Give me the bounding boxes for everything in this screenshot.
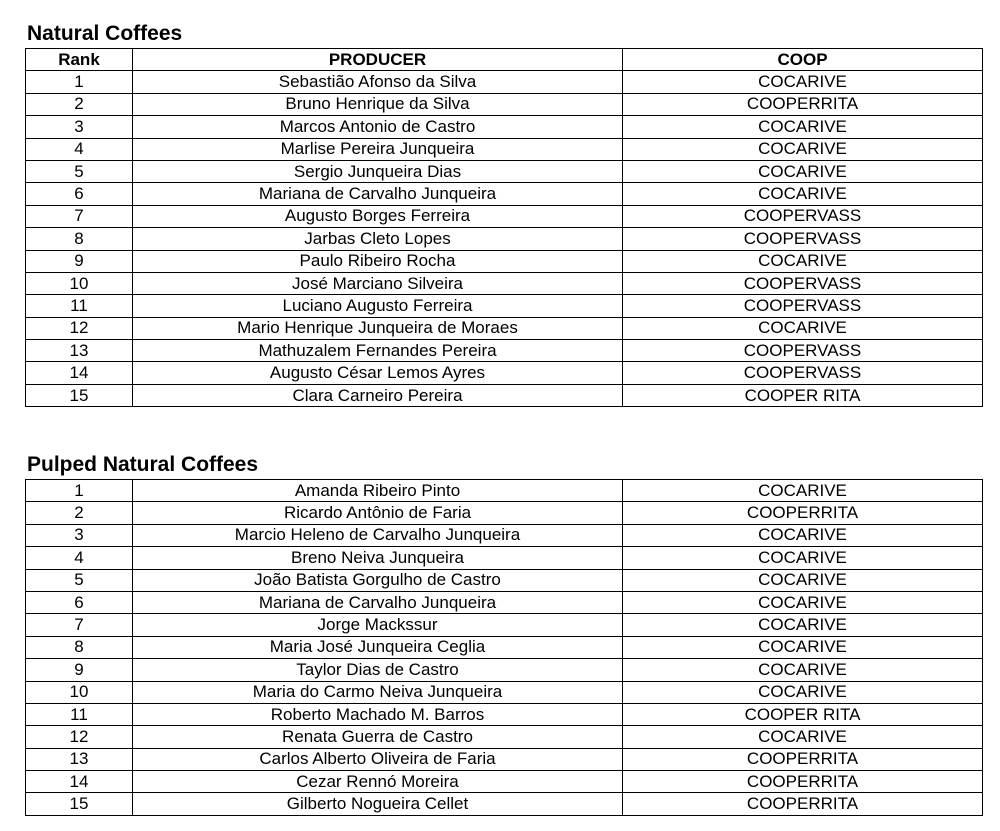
coop-cell: COCARIVE: [623, 547, 983, 569]
table-row: [26, 659, 983, 681]
table-row: [26, 480, 983, 502]
coop-cell: COOPER RITA: [623, 703, 983, 725]
coop-cell: COOPERRITA: [623, 93, 983, 115]
rank-cell: 12: [26, 317, 133, 339]
rank-cell: 3: [26, 524, 133, 546]
coop-cell: COCARIVE: [623, 524, 983, 546]
producer-cell: Maria do Carmo Neiva Junqueira: [133, 681, 623, 703]
rank-cell: 7: [26, 614, 133, 636]
coop-cell: COOPERRITA: [623, 793, 983, 815]
coop-cell: COCARIVE: [623, 569, 983, 591]
table-row: [26, 317, 983, 339]
rank-cell: 9: [26, 659, 133, 681]
natural-coffees-table: [25, 48, 983, 407]
coop-cell: COOPERRITA: [623, 502, 983, 524]
producer-cell: Renata Guerra de Castro: [133, 726, 623, 748]
coop-cell: COOPERVASS: [623, 228, 983, 250]
table-row: [26, 636, 983, 658]
rank-cell: 13: [26, 748, 133, 770]
table-row: [26, 272, 983, 294]
coop-cell: COCARIVE: [623, 138, 983, 160]
coop-cell: COOPERVASS: [623, 362, 983, 384]
rank-cell: 8: [26, 228, 133, 250]
producer-cell: Mario Henrique Junqueira de Moraes: [133, 317, 623, 339]
producer-cell: Jarbas Cleto Lopes: [133, 228, 623, 250]
rank-cell: 4: [26, 547, 133, 569]
producer-cell: João Batista Gorgulho de Castro: [133, 569, 623, 591]
table-row: [26, 569, 983, 591]
coop-cell: COOPERVASS: [623, 205, 983, 227]
table-row: [26, 384, 983, 406]
table-row: [26, 614, 983, 636]
producer-cell: Roberto Machado M. Barros: [133, 703, 623, 725]
coop-cell: COCARIVE: [623, 636, 983, 658]
pulped-natural-coffees-rows: [26, 480, 983, 816]
coop-cell: COOPERVASS: [623, 295, 983, 317]
table-row: [26, 502, 983, 524]
table-row: [26, 340, 983, 362]
producer-cell: Clara Carneiro Pereira: [133, 384, 623, 406]
coop-cell: COCARIVE: [623, 614, 983, 636]
coop-cell: COOPERRITA: [623, 771, 983, 793]
coop-cell: COCARIVE: [623, 591, 983, 613]
rank-cell: 11: [26, 295, 133, 317]
rank-cell: 12: [26, 726, 133, 748]
producer-cell: Maria José Junqueira Ceglia: [133, 636, 623, 658]
rank-cell: 2: [26, 93, 133, 115]
producer-cell: Augusto César Lemos Ayres: [133, 362, 623, 384]
natural-coffees-title: Natural Coffees: [27, 22, 183, 45]
producer-cell: Breno Neiva Junqueira: [133, 547, 623, 569]
coop-cell: COOPERRITA: [623, 748, 983, 770]
table-row: [26, 228, 983, 250]
producer-cell: Paulo Ribeiro Rocha: [133, 250, 623, 272]
coop-cell: COCARIVE: [623, 681, 983, 703]
producer-header: PRODUCER: [133, 49, 623, 71]
rank-header: Rank: [26, 49, 133, 71]
coop-header: COOP: [623, 49, 983, 71]
rank-cell: 9: [26, 250, 133, 272]
table-row: [26, 250, 983, 272]
producer-cell: Jorge Mackssur: [133, 614, 623, 636]
rank-cell: 7: [26, 205, 133, 227]
producer-cell: José Marciano Silveira: [133, 272, 623, 294]
producer-cell: Gilberto Nogueira Cellet: [133, 793, 623, 815]
rank-cell: 1: [26, 71, 133, 93]
rank-cell: 13: [26, 340, 133, 362]
natural-coffees-rows: [26, 71, 983, 407]
producer-cell: Marcos Antonio de Castro: [133, 116, 623, 138]
rank-cell: 5: [26, 569, 133, 591]
producer-cell: Ricardo Antônio de Faria: [133, 502, 623, 524]
rank-cell: 5: [26, 160, 133, 182]
rank-cell: 15: [26, 384, 133, 406]
rank-cell: 15: [26, 793, 133, 815]
rank-cell: 1: [26, 480, 133, 502]
producer-cell: Marlise Pereira Junqueira: [133, 138, 623, 160]
producer-cell: Taylor Dias de Castro: [133, 659, 623, 681]
producer-cell: Mathuzalem Fernandes Pereira: [133, 340, 623, 362]
coop-cell: COCARIVE: [623, 160, 983, 182]
table-row: [26, 793, 983, 815]
table-row: [26, 138, 983, 160]
producer-cell: Augusto Borges Ferreira: [133, 205, 623, 227]
producer-cell: Mariana de Carvalho Junqueira: [133, 591, 623, 613]
table-row: [26, 295, 983, 317]
rank-cell: 10: [26, 681, 133, 703]
producer-cell: Carlos Alberto Oliveira de Faria: [133, 748, 623, 770]
table-row: [26, 681, 983, 703]
coop-cell: COCARIVE: [623, 659, 983, 681]
coop-cell: COOPERVASS: [623, 340, 983, 362]
coop-cell: COCARIVE: [623, 250, 983, 272]
table-row: [26, 703, 983, 725]
table-row: [26, 116, 983, 138]
coop-cell: COOPER RITA: [623, 384, 983, 406]
pulped-natural-coffees-title: Pulped Natural Coffees: [27, 453, 259, 476]
table-row: [26, 160, 983, 182]
table-row: [26, 748, 983, 770]
table-row: [26, 771, 983, 793]
rank-cell: 11: [26, 703, 133, 725]
producer-cell: Cezar Rennó Moreira: [133, 771, 623, 793]
rank-cell: 14: [26, 771, 133, 793]
coop-cell: COCARIVE: [623, 116, 983, 138]
producer-cell: Marcio Heleno de Carvalho Junqueira: [133, 524, 623, 546]
rank-cell: 14: [26, 362, 133, 384]
producer-cell: Bruno Henrique da Silva: [133, 93, 623, 115]
table-row: [26, 547, 983, 569]
coop-cell: COCARIVE: [623, 726, 983, 748]
table-row: [26, 205, 983, 227]
pulped-natural-coffees-table: [25, 479, 983, 816]
coop-cell: COOPERVASS: [623, 272, 983, 294]
coop-cell: COCARIVE: [623, 183, 983, 205]
table-row: [26, 726, 983, 748]
coop-cell: COCARIVE: [623, 317, 983, 339]
table-row: [26, 93, 983, 115]
rank-cell: 6: [26, 591, 133, 613]
coop-cell: COCARIVE: [623, 71, 983, 93]
table-row: [26, 183, 983, 205]
table-header-row: [26, 49, 983, 71]
rank-cell: 8: [26, 636, 133, 658]
table-row: [26, 524, 983, 546]
rank-cell: 3: [26, 116, 133, 138]
producer-cell: Amanda Ribeiro Pinto: [133, 480, 623, 502]
table-row: [26, 362, 983, 384]
table-row: [26, 591, 983, 613]
producer-cell: Sergio Junqueira Dias: [133, 160, 623, 182]
rank-cell: 6: [26, 183, 133, 205]
table-row: [26, 71, 983, 93]
producer-cell: Luciano Augusto Ferreira: [133, 295, 623, 317]
rank-cell: 4: [26, 138, 133, 160]
producer-cell: Mariana de Carvalho Junqueira: [133, 183, 623, 205]
rank-cell: 10: [26, 272, 133, 294]
rank-cell: 2: [26, 502, 133, 524]
producer-cell: Sebastião Afonso da Silva: [133, 71, 623, 93]
coop-cell: COCARIVE: [623, 480, 983, 502]
